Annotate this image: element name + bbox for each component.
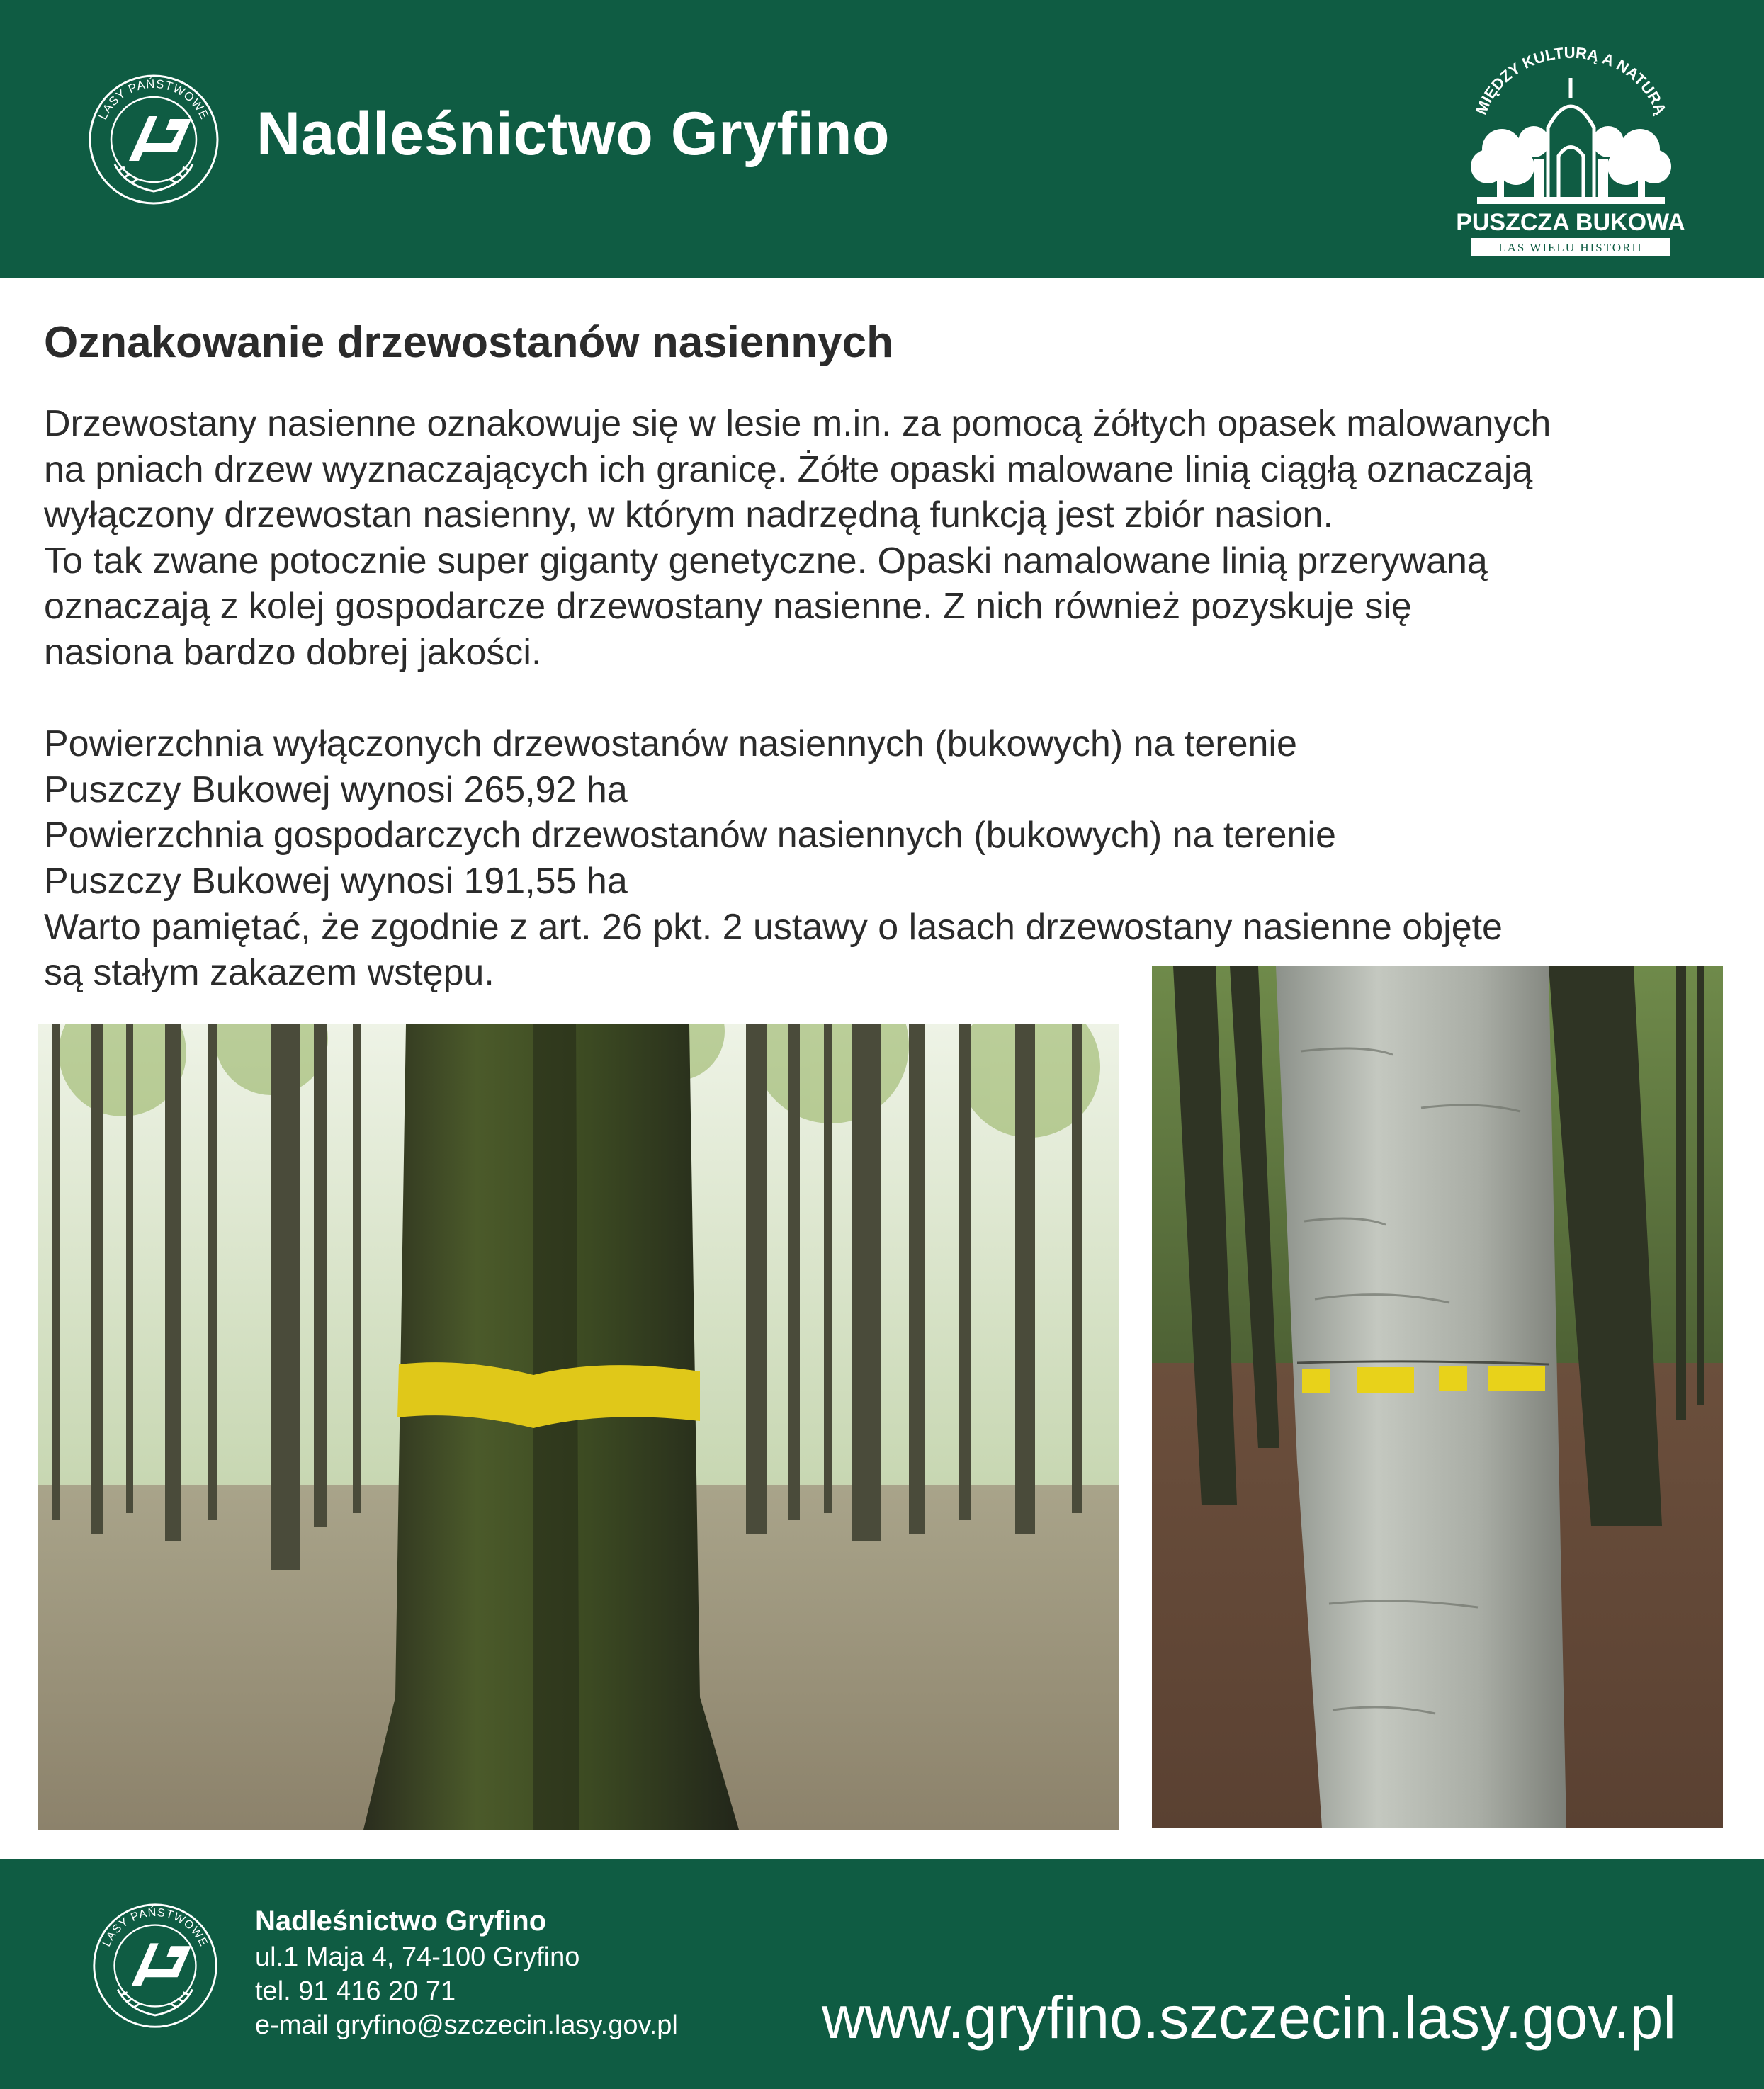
body-text [44,401,1744,996]
footer-org-name: Nadleśnictwo Gryfino [255,1906,547,1937]
logo-name: PUSZCZA BUKOWA [1456,209,1685,236]
body-line: są stałym zakazem wstępu. [44,952,494,994]
body-line: wyłączony drzewostan nasienny, w którym nadrzędną funkcją jest zbiór nasion. [44,494,1333,536]
svg-text:LASY PAŃSTWOWE [96,77,211,122]
photo-tree-solid-yellow-band [38,1024,1119,1830]
lasy-panstwowe-footer-logo [91,1901,220,2030]
body-line: Powierzchnia wyłączonych drzewostanów nasiennych (bukowych) na terenie [44,723,1297,765]
body-line: Warto pamiętać, że zgodnie z art. 26 pkt. 2 ustawy o lasach drzewostany nasienne objęte [44,906,1503,948]
svg-text:LASY PAŃSTWOWE [100,1906,210,1949]
footer-email[interactable]: e-mail gryfino@szczecin.lasy.gov.pl [255,2010,678,2040]
photo-tree-dashed-yellow-band [1152,966,1723,1828]
footer-phone: tel. 91 416 20 71 [255,1976,456,2006]
body-line: Puszczy Bukowej wynosi 191,55 ha [44,860,628,902]
puszcza-bukowa-logo [1456,35,1686,259]
body-line: Drzewostany nasienne oznakowuje się w lesie m.in. za pomocą żółtych opasek malowanych [44,403,1551,444]
lasy-panstwowe-logo [86,72,221,207]
footer-website-link[interactable]: www.gryfino.szczecin.lasy.gov.pl [822,1984,1676,2051]
footer-logo-ring-text: LASY PAŃSTWOWE [100,1906,210,1949]
logo-ring-text: LASY PAŃSTWOWE [96,77,212,122]
logo-tagline: LAS WIELU HISTORII [1498,241,1643,254]
logo-arc-text: MIĘDZY KULTURĄ A NATURĄ [1471,43,1670,118]
body-line: Powierzchnia gospodarczych drzewostanów nasiennych (bukowych) na terenie [44,815,1336,856]
body-line: na pniach drzew wyznaczających ich granicę. Żółte opaski malowane linią ciągłą oznaczają [44,448,1533,490]
footer-bar [0,1859,1764,2089]
section-title: Oznakowanie drzewostanów nasiennych [44,318,893,367]
body-line: nasiona bardzo dobrej jakości. [44,631,542,673]
footer-address: ul.1 Maja 4, 74-100 Gryfino [255,1942,580,1972]
body-line: To tak zwane potocznie super giganty genetyczne. Opaski namalowane linią przerywaną [44,540,1488,582]
paragraph-gap [44,676,1744,722]
body-line: oznaczają z kolej gospodarcze drzewostany nasienne. Z nich również pozyskuje się [44,586,1412,628]
body-line: Puszczy Bukowej wynosi 265,92 ha [44,769,628,810]
header-title: Nadleśnictwo Gryfino [256,100,891,168]
